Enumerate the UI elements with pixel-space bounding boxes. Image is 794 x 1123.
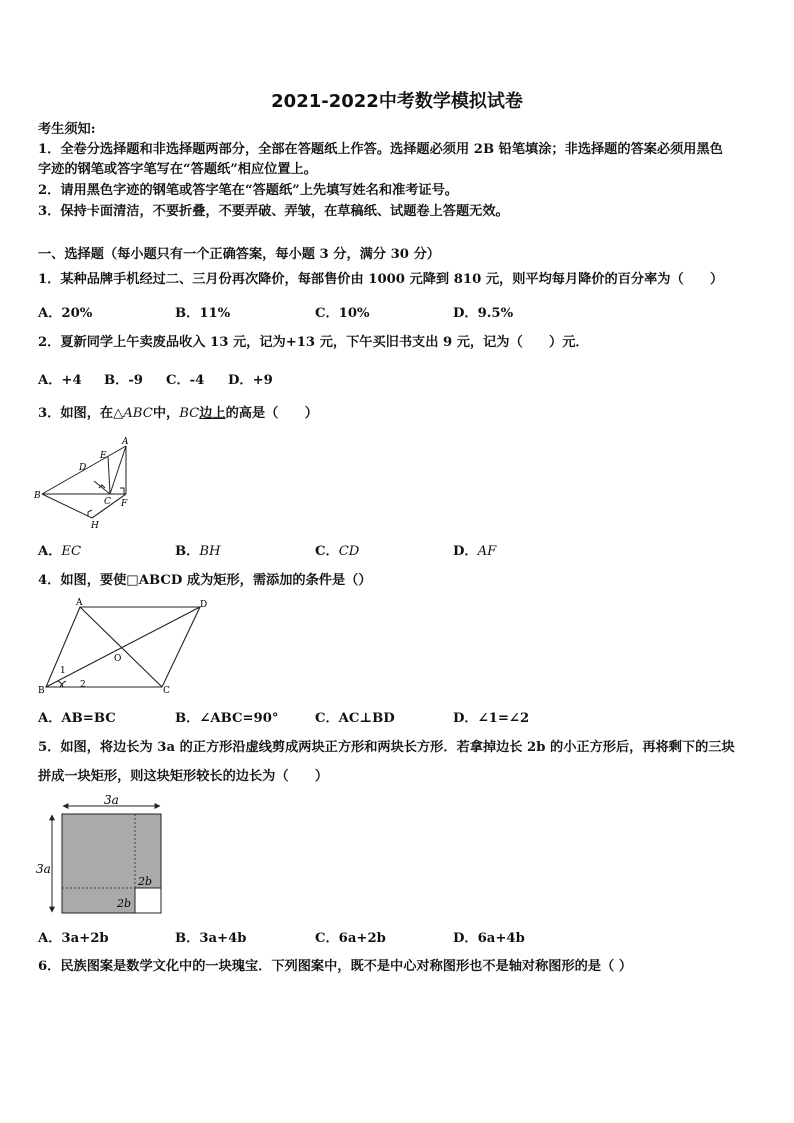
label-1: 1 bbox=[60, 666, 66, 676]
question-4-stem: 4．如图，要使□ABCD 成为矩形，需添加的条件是（） bbox=[38, 573, 372, 588]
label-b: B bbox=[38, 686, 45, 696]
question-6-stem: 6．民族图案是数学文化中的一块瑰宝．下列图案中，既不是中心对称图形也不是轴对称图形的是（ ） bbox=[38, 959, 633, 974]
option-b[interactable]: B．∠ABC=90° bbox=[175, 711, 279, 726]
option-b[interactable]: B．11% bbox=[175, 306, 231, 321]
label-b: B bbox=[34, 491, 41, 501]
removed-small-square bbox=[135, 888, 161, 913]
page-title: 2021-2022中考数学模拟试卷 bbox=[271, 91, 523, 112]
label-c: C bbox=[163, 686, 170, 696]
label-h: H bbox=[91, 521, 99, 531]
label-o: O bbox=[114, 654, 122, 664]
label-a: A bbox=[122, 437, 129, 447]
section-heading: 一、选择题（每小题只有一个正确答案，每小题 3 分，满分 30 分） bbox=[38, 247, 440, 262]
option-value: CD bbox=[338, 544, 360, 559]
option-c[interactable]: C．10% bbox=[315, 306, 370, 321]
option-label: A． bbox=[38, 544, 62, 559]
notice-item-1: 1．全卷分选择题和非选择题两部分，全部在答题纸上作答。选择题必须用 2B 铅笔填涂；非选择题的答案必须用黑色 bbox=[38, 142, 723, 157]
option-d[interactable]: D．+9 bbox=[228, 373, 273, 388]
label-2b-left: 2b bbox=[117, 897, 132, 910]
label-2: 2 bbox=[80, 680, 86, 690]
question-4-figure bbox=[36, 597, 216, 697]
question-2-options bbox=[38, 369, 758, 389]
option-a[interactable] bbox=[38, 540, 81, 559]
option-a[interactable]: A．20% bbox=[38, 306, 93, 321]
question-5-figure bbox=[34, 792, 169, 918]
option-c[interactable] bbox=[315, 540, 359, 559]
option-d[interactable] bbox=[453, 540, 496, 559]
question-3-figure bbox=[34, 436, 144, 532]
stem-text: 中， bbox=[152, 406, 180, 421]
question-3-stem bbox=[38, 404, 762, 423]
option-label: D． bbox=[453, 544, 478, 559]
option-label: C． bbox=[315, 544, 339, 559]
notice-item-1-cont: 字迹的钢笔或答字笔写在“答题纸”相应位置上。 bbox=[38, 162, 317, 177]
question-1-options bbox=[38, 302, 758, 322]
option-b[interactable]: B．-9 bbox=[104, 373, 143, 388]
stem-underlined: 边上 bbox=[199, 406, 226, 421]
question-3-options bbox=[38, 540, 758, 560]
option-d[interactable]: D．∠1=∠2 bbox=[453, 711, 530, 726]
question-4-options bbox=[38, 707, 758, 727]
question-5-options bbox=[38, 927, 758, 947]
option-value: EC bbox=[61, 544, 82, 559]
option-d[interactable]: D．9.5% bbox=[453, 306, 514, 321]
question-2-stem: 2．夏新同学上午卖废品收入 13 元，记为+13 元，下午买旧书支出 9 元，记为（ ）元． bbox=[38, 335, 589, 350]
label-d: D bbox=[79, 463, 87, 473]
notice-heading: 考生须知: bbox=[38, 122, 96, 137]
option-a[interactable]: A．+4 bbox=[38, 373, 82, 388]
option-label: B． bbox=[175, 544, 200, 559]
label-d: D bbox=[200, 600, 208, 610]
option-value: BH bbox=[199, 544, 221, 559]
notice-item-2: 2．请用黑色字迹的钢笔或答字笔在“答题纸”上先填写姓名和准考证号。 bbox=[38, 183, 458, 198]
label-a: A bbox=[76, 598, 83, 608]
label-c: C bbox=[104, 497, 111, 507]
option-value: AF bbox=[477, 544, 497, 559]
notice-item-3: 3．保持卡面清洁，不要折叠，不要弄破、弄皱，在草稿纸、试题卷上答题无效。 bbox=[38, 204, 509, 219]
triangle-abc: △ABC bbox=[113, 406, 153, 421]
label-2b-top: 2b bbox=[138, 875, 153, 888]
option-c[interactable]: C．-4 bbox=[166, 373, 205, 388]
option-d[interactable]: D．6a+4b bbox=[453, 931, 525, 946]
label-left-3a: 3a bbox=[36, 862, 51, 876]
option-a[interactable]: A．3a+2b bbox=[38, 931, 109, 946]
question-1-stem: 1．某种品牌手机经过二、三月份再次降价，每部售价由 1000 元降到 810 元，则平均每月降价的百分率为（ ） bbox=[38, 272, 724, 287]
option-b[interactable] bbox=[175, 540, 221, 559]
stem-text: 的高是（ ） bbox=[225, 406, 318, 421]
segment-bc: BC bbox=[179, 406, 200, 421]
option-c[interactable]: C．AC⊥BD bbox=[315, 711, 395, 726]
label-top-3a: 3a bbox=[104, 793, 119, 807]
question-5-stem-line1: 5．如图，将边长为 3a 的正方形沿虚线剪成两块正方形和两块长方形．若拿掉边长 2b 的小正方形后，再将剩下的三块 bbox=[38, 740, 735, 755]
stem-text: 3．如图，在 bbox=[38, 406, 114, 421]
label-f: F bbox=[121, 499, 128, 509]
option-a[interactable]: A．AB=BC bbox=[38, 711, 116, 726]
option-b[interactable]: B．3a+4b bbox=[175, 931, 247, 946]
option-c[interactable]: C．6a+2b bbox=[315, 931, 386, 946]
question-5-stem-line2: 拼成一块矩形，则这块矩形较长的边长为（ ） bbox=[38, 769, 329, 784]
label-e: E bbox=[100, 451, 107, 461]
